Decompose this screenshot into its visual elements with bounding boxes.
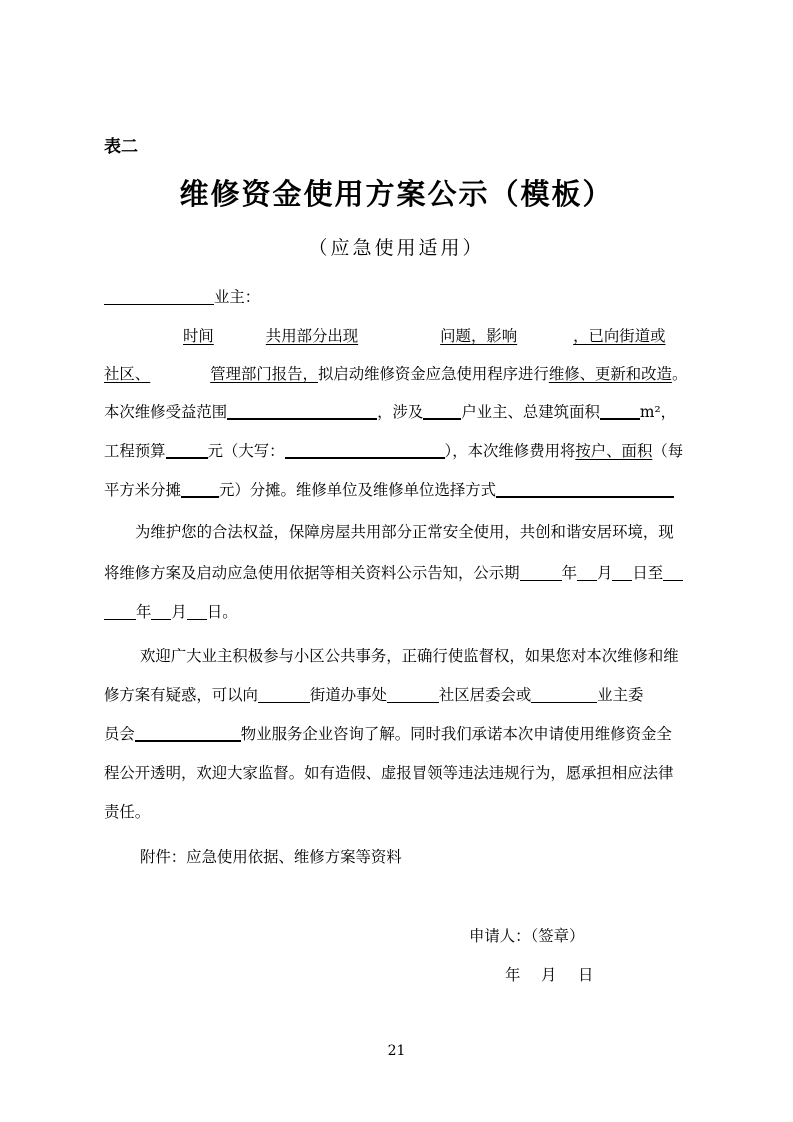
- period-end-year-blank: [104, 602, 136, 620]
- owner-count-blank: [423, 401, 461, 420]
- p3-text-c-rest: 物业服务企业咨询了解。同时我们承诺本次申请使用维修资金全: [240, 725, 672, 743]
- p2-text-a: 为维护您的合法权益，保障房屋共用部分正常安全使用，共创和谐安居环境，现: [135, 523, 674, 541]
- p3-line-5: [104, 801, 150, 823]
- p3-line-1: [140, 645, 679, 667]
- p1-budget-label: 工程预算: [104, 442, 166, 460]
- p1-line-4: [104, 440, 683, 462]
- p2-month-1: 月: [596, 564, 613, 582]
- p1-community-label: 社区、: [104, 365, 151, 383]
- period-end-month-blank: [151, 602, 171, 620]
- p2-line-3: [104, 601, 238, 623]
- property-company-blank: [135, 723, 241, 742]
- p1-involve-label: ，涉及: [377, 403, 424, 421]
- p1-mgmt-label: 管理部门报告，: [210, 365, 318, 383]
- p2-year-1: 年: [561, 564, 577, 582]
- document-subtitle: （应急使用适用）: [308, 237, 485, 259]
- signature-day: 日: [578, 966, 594, 984]
- p3-line-4: [104, 762, 673, 784]
- area-blank: [600, 401, 640, 420]
- p1-method-label: 按户、面积: [575, 442, 653, 460]
- document-title: 维修资金使用方案公示（模板）: [179, 177, 614, 211]
- period-start-day-blank: [612, 563, 632, 581]
- p1-unit-label: m²，: [639, 403, 677, 421]
- p1-line-3: [104, 401, 676, 423]
- p3-text-c-start: 员会: [104, 725, 135, 743]
- attachment-text: 附件：应急使用依据、维修方案等资料: [140, 848, 402, 866]
- p3-line-3: [104, 723, 672, 745]
- p1-end: 。: [671, 365, 688, 383]
- p1-time-label: 时间: [183, 327, 214, 345]
- p1-per-label: （每: [652, 442, 684, 460]
- salutation-text: 业主：: [214, 288, 261, 306]
- p1-share-end-label: 元）分摊。维修单位及维修单位选择方式: [218, 481, 497, 499]
- p1-report-label: ，已向街道或: [573, 327, 666, 345]
- salutation-line: [104, 286, 260, 308]
- p2-day-end: 日。: [206, 603, 238, 621]
- contractor-method-blank: [496, 479, 674, 498]
- p3-community-label: 社区居委会或: [438, 686, 532, 704]
- p1-proc-label: 拟启动维修资金应急使用程序进行: [317, 365, 549, 383]
- owner-name-blank: [104, 287, 214, 305]
- applicant-signature: 申请人：（签章）: [469, 927, 585, 945]
- p2-day-to: 日至: [632, 564, 664, 582]
- p1-common-label: 共用部分出现: [265, 327, 359, 345]
- signature-year: 年: [505, 966, 521, 984]
- per-sqm-blank: [181, 479, 219, 498]
- p2-line-2: [104, 562, 683, 584]
- owners-committee-blank: [531, 685, 597, 703]
- p1-share-label: ），本次维修费用将: [444, 442, 576, 460]
- community-committee-blank: [387, 685, 439, 703]
- p3-text-a: 欢迎广大业主积极参与小区公共事务，正确行使监督权，如果您对本次维修和维: [140, 647, 679, 665]
- p3-owners-label: 业主委: [597, 686, 644, 704]
- p2-text-b: 将维修方案及启动应急使用依据等相关资料公示告知，公示期: [104, 564, 520, 582]
- p1-owners-label: 户业主、总建筑面积: [461, 403, 600, 421]
- p1-repair-label: 维修、更新和改造: [548, 365, 672, 383]
- period-start-year-blank: [520, 563, 562, 581]
- street-office-blank: [258, 685, 310, 703]
- p1-line-5: [104, 479, 674, 501]
- p3-street-label: 街道办事处: [309, 686, 387, 704]
- p3-text-d: 程公开透明，欢迎大家监督。如有造假、虚报冒领等违法违规行为，愿承担相应法律: [104, 764, 674, 782]
- p1-yuan-label: 元（大写：: [207, 442, 285, 460]
- p3-text-b: 修方案有疑惑，可以向: [104, 686, 258, 704]
- attachment-note: [140, 846, 402, 868]
- budget-blank: [166, 440, 208, 459]
- p2-month-2: 月: [171, 603, 187, 621]
- period-start-month-blank: [577, 563, 597, 581]
- form-label: 表二: [104, 137, 138, 157]
- budget-capital-blank: [285, 440, 445, 459]
- p2-year-2: 年: [136, 603, 152, 621]
- p1-line-1: [135, 325, 690, 347]
- p1-issue-label: 问题，影响: [440, 327, 518, 345]
- page-number: 21: [387, 1043, 406, 1059]
- p1-scope-label: 本次维修受益范围: [104, 403, 228, 421]
- period-end-blank-a: [663, 563, 683, 581]
- signature-month: 月: [541, 966, 557, 984]
- p3-line-2: [104, 684, 643, 706]
- p1-line-2: [104, 363, 687, 385]
- period-end-day-blank: [187, 602, 207, 620]
- p2-line-1: [135, 521, 674, 543]
- scope-blank: [227, 401, 377, 420]
- p1-sqm-label: 平方米分摊: [104, 481, 181, 499]
- p3-text-e: 责任。: [104, 803, 151, 821]
